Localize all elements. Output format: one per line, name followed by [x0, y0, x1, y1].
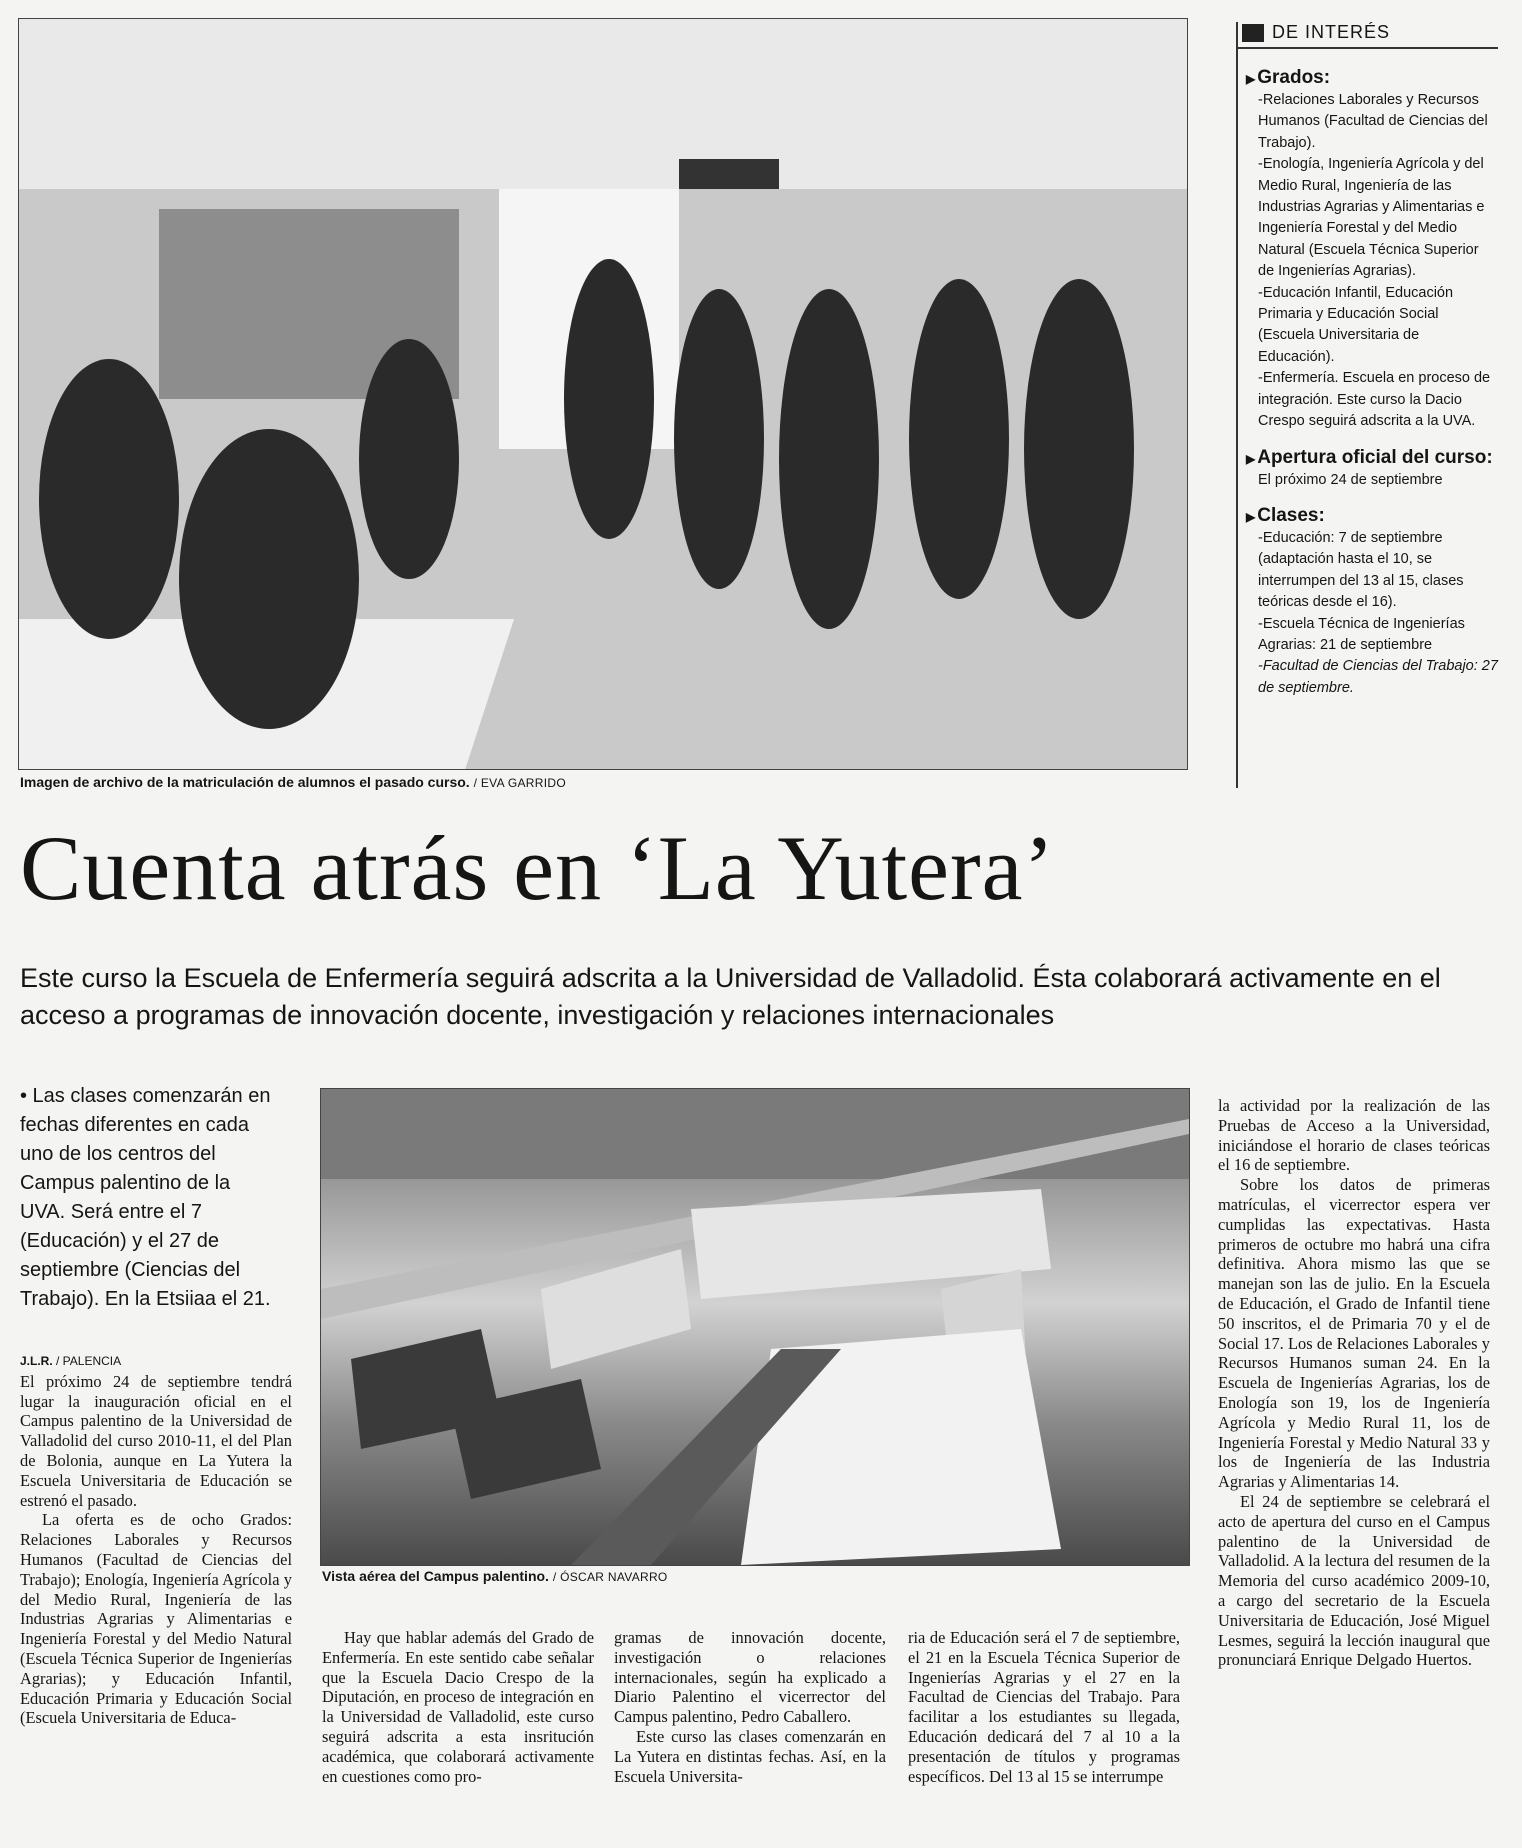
article-column-4 [908, 1628, 1180, 1786]
sidebar-section-text [1246, 528, 1498, 699]
paragraph: El próximo 24 de septiembre tendrá lugar la inauguración oficial en el Campus palentino de la Universidad de Valladolid del curso 2010-11, el del Plan de Bolonia, aunque en La Yutera la Escuela Universitaria de Educación se estrenó el pasado. [20, 1371, 292, 1510]
sidebar-line: -Relaciones Laborales y Recursos Humanos (Facultad de Ciencias del Trabajo). [1258, 92, 1488, 151]
sidebar-section-text [1246, 470, 1498, 491]
sidebar-line: -Enología, Ingeniería Agrícola y del Medio Rural, Ingeniería de las Industrias Agrarias y Alimentarias e Ingeniería Forestal y del Medio Natural (Escuela Técnica Superior de Ingenierías Agrarias). [1258, 156, 1485, 280]
paragraph: Sobre los datos de primeras matrículas, el vicerrector espera ver cumplidas las expectativas. Hasta primeros de octubre mo habrá una cifra definitiva. Ahora mismo las que se manejan son las de julio. En la Escuela de Educación, el Grado de Infantil tiene 50 inscritos, el de Primaria 70 y el de Social 17. Los de Relaciones Laborales y Recursos Humanos suman 24. En la Escuela de Ingenierías Agrarias, los de Enología son 19, los de Ingeniería Agrícola y Medio Rural 11, los de Ingeniería Forestal y Medio Natural 33 y los de Ingeniería de las Industria Agrarias y Alimentarias 14. [1218, 1175, 1490, 1492]
sidebar-de-interes [1236, 22, 1498, 788]
paragraph: Este curso las clases comenzarán en La Yutera en distintas fechas. Así, en la Escuela Universita- [614, 1726, 886, 1786]
aerial-campus-photo [320, 1088, 1190, 1566]
chart-logo-icon [1242, 24, 1264, 42]
sidebar-line: -Facultad de Ciencias del Trabajo: 27 de septiembre. [1258, 658, 1498, 696]
sidebar-section-apertura [1238, 447, 1498, 491]
sidebar-line: -Educación: 7 de septiembre (adaptación hasta el 10, se interrumpen del 13 al 15, clases teóricas desde el 16). [1258, 529, 1464, 611]
sidebar-section-title: ▶ Apertura oficial del curso: [1246, 447, 1498, 470]
sidebar-section-clases [1238, 505, 1498, 699]
article-column-3 [614, 1628, 886, 1786]
article-headline: Cuenta atrás en ‘La Yutera’ [20, 817, 1056, 919]
byline-place: / PALENCIA [56, 1354, 122, 1368]
paragraph: Hay que hablar además del Grado de Enfermería. En este sentido cabe señalar que la Escuela Dacio Crespo de la Diputación, en proceso de integración en la Universidad de Valladolid, este curso seguirá adscrita a esta insritución académica, que colaborará activamente en cuestiones como pro- [322, 1628, 594, 1786]
sidebar-section-title: ▶ Grados: [1246, 67, 1498, 90]
enrollment-photo-caption [20, 774, 1180, 790]
byline [20, 1352, 292, 1372]
paragraph: El 24 de septiembre se celebrará el acto de apertura del curso en el Campus palentino de la Universidad de Valladolid. A la lectura del resumen de la Memoria del curso académico 2009-10, a cargo del secretario de la Escuela Universitaria de Educación, José Miguel Lesmes, seguirá la lección inaugural que pronunciará Enrique Delgado Huertos. [1218, 1491, 1490, 1670]
article-column-2 [322, 1628, 594, 1786]
article-subhead: Este curso la Escuela de Enfermería seguirá adscrita a la Universidad de Valladolid. Ésta colaborará activamente en el acceso a programas de innovación docente, investigación y relaciones internacionales [20, 963, 1441, 1030]
article-lead: • Las clases comenzarán en fechas diferentes en cada uno de los centros del Campus palentino de la UVA. Será entre el 7 (Educación) y el 27 de septiembre (Ciencias del Trabajo). En la Etsiiaa el 21. [20, 1085, 271, 1310]
sidebar-header [1238, 22, 1498, 49]
byline-author: J.L.R. [20, 1354, 53, 1368]
paragraph: La oferta es de ocho Grados: Relaciones Laborales y Recursos Humanos (Facultad de Ciencias del Trabajo); Enología, Ingeniería Agrícola y del Medio Rural, Ingeniería de las Industrias Agrarias y Alimentarias e Ingeniería Forestal y del Medio Natural (Escuela Técnica Superior de Ingenierías Agrarias); y Educación Infantil, Educación Primaria y Educación Social (Escuela Universitaria de Educa- [20, 1510, 292, 1728]
paragraph: la actividad por la realización de las Pruebas de Acceso a la Universidad, iniciándose el horario de clases teóricas el 16 de septiembre. [1218, 1096, 1490, 1175]
sidebar-line: -Escuela Técnica de Ingenierías Agrarias: 21 de septiembre [1258, 615, 1465, 653]
paragraph: ria de Educación será el 7 de septiembre, el 21 en la Escuela Técnica Superior de Ingenierías Agrarias y el 27 en la Facultad de Ciencias del Trabajo. Para facilitar a los estudiantes su llegada, Educación dedicará del 7 al 10 a la presentación de títulos y programas específicos. Del 13 al 15 se interrumpe [908, 1628, 1180, 1786]
sidebar-line: -Enfermería. Escuela en proceso de integración. Este curso la Dacio Crespo seguirá adscrita a la UVA. [1258, 370, 1491, 430]
article-column-1 [20, 1352, 292, 1728]
aerial-photo-illustration [321, 1089, 1189, 1565]
sidebar-line: -Educación Infantil, Educación Primaria y Educación Social (Escuela Universitaria de Educación). [1258, 284, 1454, 365]
aerial-photo-caption [322, 1568, 1182, 1584]
enrollment-photo-illustration [19, 19, 1187, 769]
sidebar-line: El próximo 24 de septiembre [1258, 471, 1443, 488]
caption-credit: / EVA GARRIDO [473, 776, 566, 790]
sidebar-header-label: DE INTERÉS [1272, 22, 1391, 42]
sidebar-section-grados [1238, 67, 1498, 433]
caption-text: Imagen de archivo de la matriculación de alumnos el pasado curso. [20, 774, 470, 790]
sidebar-section-text [1246, 90, 1498, 433]
enrollment-photo [18, 18, 1188, 770]
caption-text: Vista aérea del Campus palentino. [322, 1568, 549, 1584]
caption-credit: / ÓSCAR NAVARRO [552, 1570, 668, 1584]
sidebar-section-title: ▶ Clases: [1246, 505, 1498, 528]
paragraph: gramas de innovación docente, investigación o relaciones internacionales, según ha explicado a Diario Palentino el vicerrector del Campus palentino, Pedro Caballero. [614, 1628, 886, 1727]
article-column-5 [1218, 1096, 1490, 1670]
